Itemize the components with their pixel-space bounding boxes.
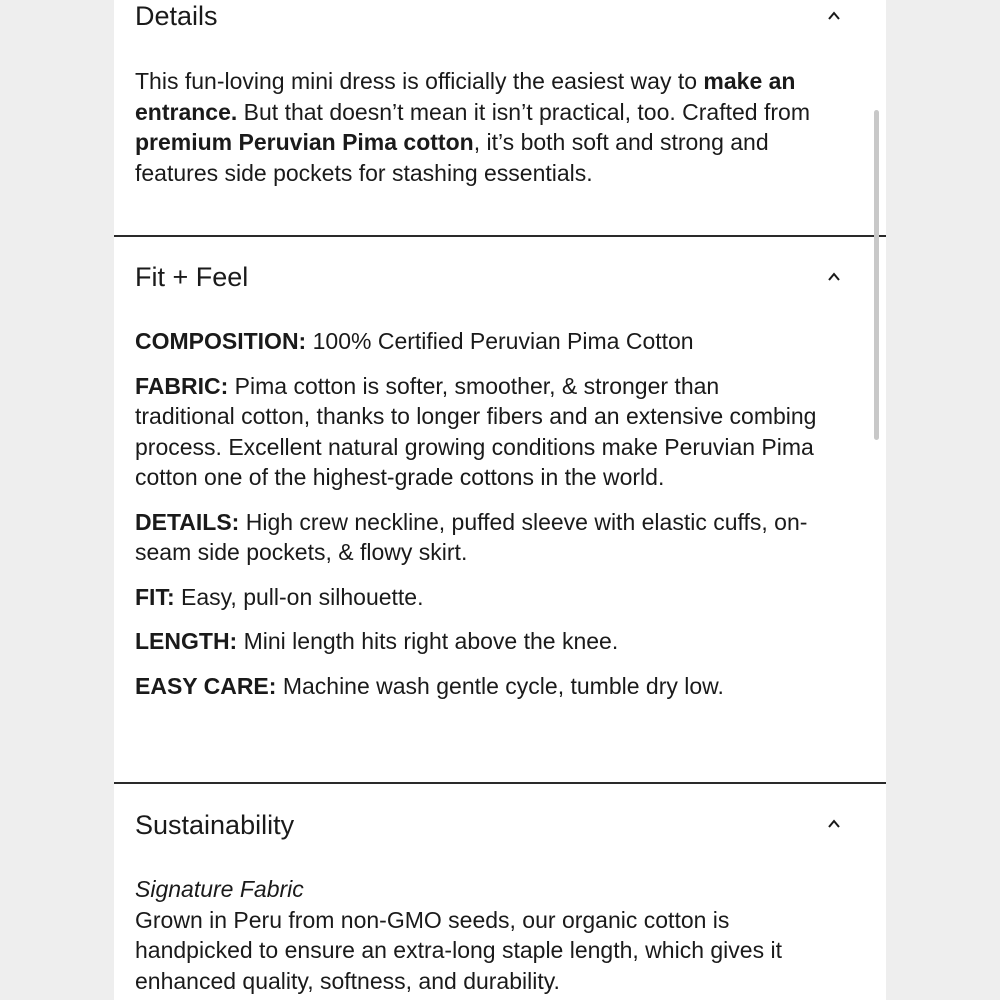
details-item: [135, 507, 825, 568]
fit-label: FIT:: [135, 583, 175, 610]
details-text-1: This fun-loving mini dress is officially the easiest way to: [135, 68, 704, 94]
details-value: High crew neckline, puffed sleeve with elastic cuffs, on-seam side pockets, & flowy skirt.: [135, 508, 808, 565]
easy-care-item: [135, 671, 825, 702]
collapse-fit-feel-chevron-up-icon[interactable]: [820, 263, 848, 291]
details-emphasis-entrance: make an entrance.: [135, 68, 796, 125]
fabric-value: Pima cotton is softer, smoother, & stronger than traditional cotton, thanks to longer fibers and an extensive combing process. Excellent natural growing conditions make Peruvian Pima cotton one of the highest-grade cottons in the world.: [135, 372, 817, 490]
fit-item: [135, 582, 825, 613]
composition-value: 100% Certified Peruvian Pima Cotton: [306, 328, 694, 354]
details-description: [135, 66, 825, 188]
details-emphasis-cotton: premium Peruvian Pima cotton: [135, 129, 474, 155]
product-info-panel: [114, 0, 886, 1000]
details-section-title[interactable]: Details: [135, 1, 218, 31]
details-section: [114, 0, 886, 236]
details-label: DETAILS:: [135, 508, 240, 535]
sustainability-section: [114, 784, 886, 1000]
easy-care-value: Machine wash gentle cycle, tumble dry low.: [276, 672, 724, 699]
collapse-details-chevron-up-icon[interactable]: [820, 2, 848, 30]
details-text-3: , it’s both soft and strong and features side pockets for stashing essentials.: [135, 129, 769, 186]
fabric-label: FABRIC:: [135, 372, 229, 399]
sustainability-subtitle: Signature Fabric: [135, 876, 304, 902]
details-text-2: But that doesn’t mean it isn’t practical, too. Crafted from: [237, 98, 810, 125]
easy-care-label: EASY CARE:: [135, 672, 277, 699]
sustainability-section-title[interactable]: Sustainability: [135, 810, 295, 840]
fit-value: Easy, pull-on silhouette.: [174, 583, 424, 610]
length-value: Mini length hits right above the knee.: [237, 628, 619, 654]
scrollbar-thumb[interactable]: [874, 110, 879, 440]
length-label: LENGTH:: [135, 628, 238, 654]
composition-item: [135, 326, 825, 357]
length-item: [135, 626, 825, 657]
fit-feel-section-title[interactable]: Fit + Feel: [135, 262, 249, 292]
fit-feel-section: [114, 237, 886, 782]
sustainability-description: Grown in Peru from non-GMO seeds, our organic cotton is handpicked to ensure an extra-long staple length, which gives it enhanced quality, softness, and durability.: [135, 906, 782, 994]
fit-feel-list: [135, 326, 825, 701]
composition-label: COMPOSITION:: [135, 328, 307, 354]
fabric-item: [135, 371, 825, 493]
collapse-sustainability-chevron-up-icon[interactable]: [820, 810, 848, 838]
sustainability-content: [135, 874, 825, 996]
